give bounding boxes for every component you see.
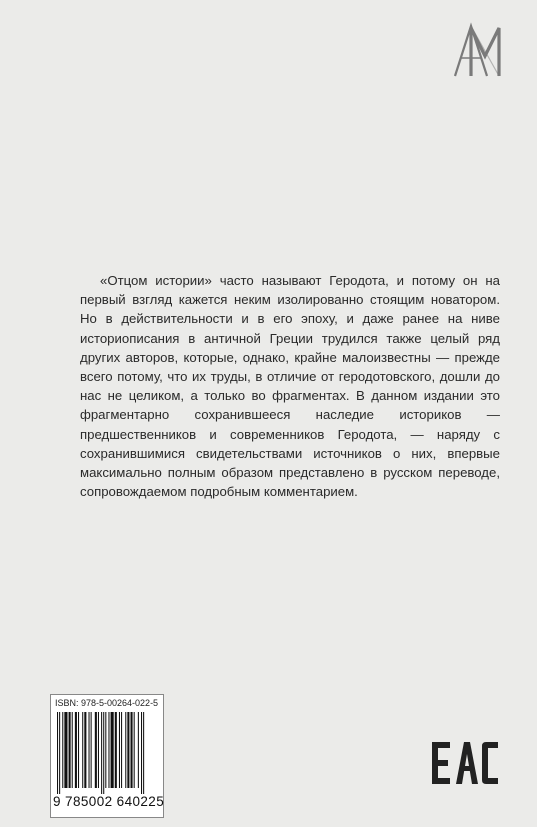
cover-blurb	[80, 271, 500, 501]
blurb-paragraph: «Отцом истории» часто называют Геродота, и потому он на первый взгляд кажется неким изолированно стоящим новатором. Но в действительности и в его эпоху, и даже ранее на ниве историописания в античной Греции трудился также целый ряд других авторов, которые, однако, крайне малоизвестны — прежде всего потому, что их труды, в отличие от геродотовского, дошли до нас не целиком, а только во фрагментах. В данном издании это фрагментарно сохранившееся наследие историков — предшественников и современников Геродота, — наряду с сохранившимися свидетельствами источников о них, впервые максимально полным образом представлено в русском переводе, сопровождаемом подробным комментарием.	[80, 273, 500, 500]
am-monogram-logo	[449, 22, 507, 78]
eac-conformity-icon	[430, 740, 500, 786]
barcode-number: 9 785002 640225	[53, 794, 165, 809]
isbn-text: ISBN: 978-5-00264-022-5	[55, 698, 159, 708]
barcode-image	[55, 712, 159, 794]
isbn-barcode-label	[50, 694, 164, 818]
